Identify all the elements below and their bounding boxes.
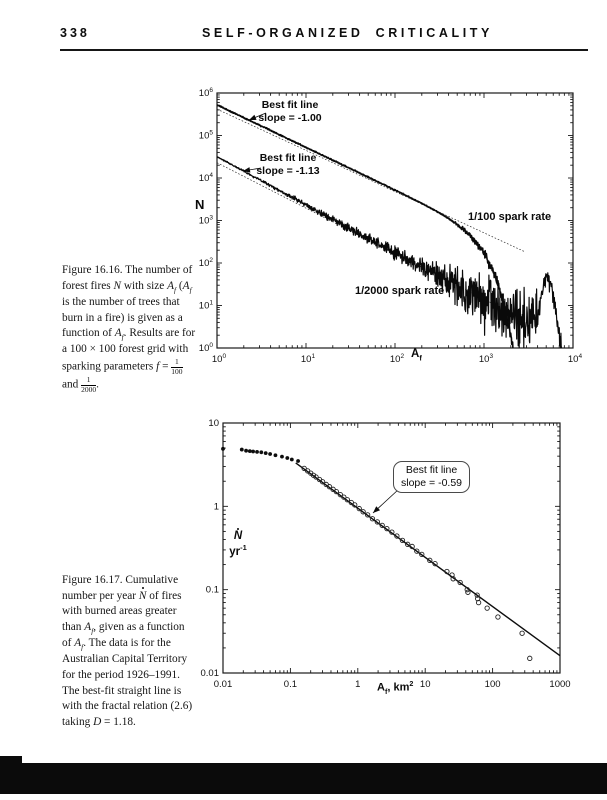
- svg-text:103: $10^3$: [478, 353, 494, 365]
- x-axis-label-Af-km2: $A_f$, $km^2$: [377, 680, 414, 696]
- annotation-line: slope = -1.00: [258, 111, 322, 124]
- bestfit-annotation-3: [393, 461, 470, 493]
- svg-text:0.01: 0.01: [200, 668, 219, 679]
- bestfit-annotation-2: [242, 152, 334, 177]
- svg-text:105: $10^5$: [198, 129, 213, 142]
- svg-text:0.1: 0.1: [205, 584, 219, 596]
- svg-text:106: $10^6$: [198, 87, 213, 99]
- figure-16-16-caption: Figure 16.16. The number of forest fires N with size $A_f$ ($A_f$ is the number of trees that burn in a fire) is given as a function of $A_f$. Results are for a 100 × 100 forest grid with sparking parameters f = $\frac{1}{100}$ and $\frac{1}{2000}$ .: [62, 264, 196, 394]
- y-axis-label-N: N: [195, 197, 205, 212]
- svg-text:1: 1: [355, 679, 361, 690]
- y-axis-label-Ndot: N $yr^{-1}$: [229, 530, 247, 559]
- svg-text:1000: 1000: [549, 679, 571, 690]
- annotation-line: slope = -1.13: [256, 164, 320, 177]
- svg-text:103: $10^3$: [198, 214, 213, 227]
- svg-text:101: $10^1$: [300, 353, 316, 365]
- bestfit-annotation-1: [244, 99, 336, 124]
- svg-text:100: $10^0$: [211, 353, 227, 365]
- svg-text:102: $10^2$: [389, 353, 405, 365]
- scan-artifact-band: [0, 763, 607, 794]
- header-rule: [60, 49, 588, 51]
- annotation-line: Best fit line: [259, 152, 317, 164]
- series-label-1-100: 1/100 spark rate: [468, 211, 552, 223]
- svg-text:0.01: 0.01: [213, 679, 233, 690]
- svg-text:102: $10^2$: [198, 257, 213, 269]
- figure-16-17-caption: Figure 16.17. Cumulative number per year N of fires with burned areas greater than $A_f$, given as a function of $A_f$. The data is for the Australian Capital Territory for the period 1926–1991. The best-fit straight line is with the fractal relation (2.6) taking D = 1.18.: [62, 574, 193, 728]
- annotation-line: slope = -0.59: [401, 477, 463, 490]
- annotation-line: Best fit line: [261, 99, 319, 111]
- page-number: 338: [60, 26, 90, 40]
- svg-text:104: $10^4$: [198, 172, 213, 184]
- svg-text:100: $10^0$: [198, 342, 213, 354]
- annotation-line: Best fit line: [405, 464, 458, 476]
- svg-text:10: 10: [419, 679, 431, 690]
- page-title: SELF-ORGANIZED CRITICALITY: [202, 26, 493, 40]
- series-label-1-2000: 1/2000 spark rate: [355, 285, 445, 297]
- svg-text:100: 100: [484, 679, 501, 690]
- svg-text:104: $10^4$: [567, 353, 583, 365]
- svg-text:1: 1: [213, 501, 219, 513]
- svg-text:101: $10^1$: [198, 299, 213, 312]
- x-axis-label-Af: $A_f$: [411, 348, 422, 363]
- svg-text:10: 10: [208, 418, 219, 429]
- svg-text:0.1: 0.1: [283, 679, 298, 690]
